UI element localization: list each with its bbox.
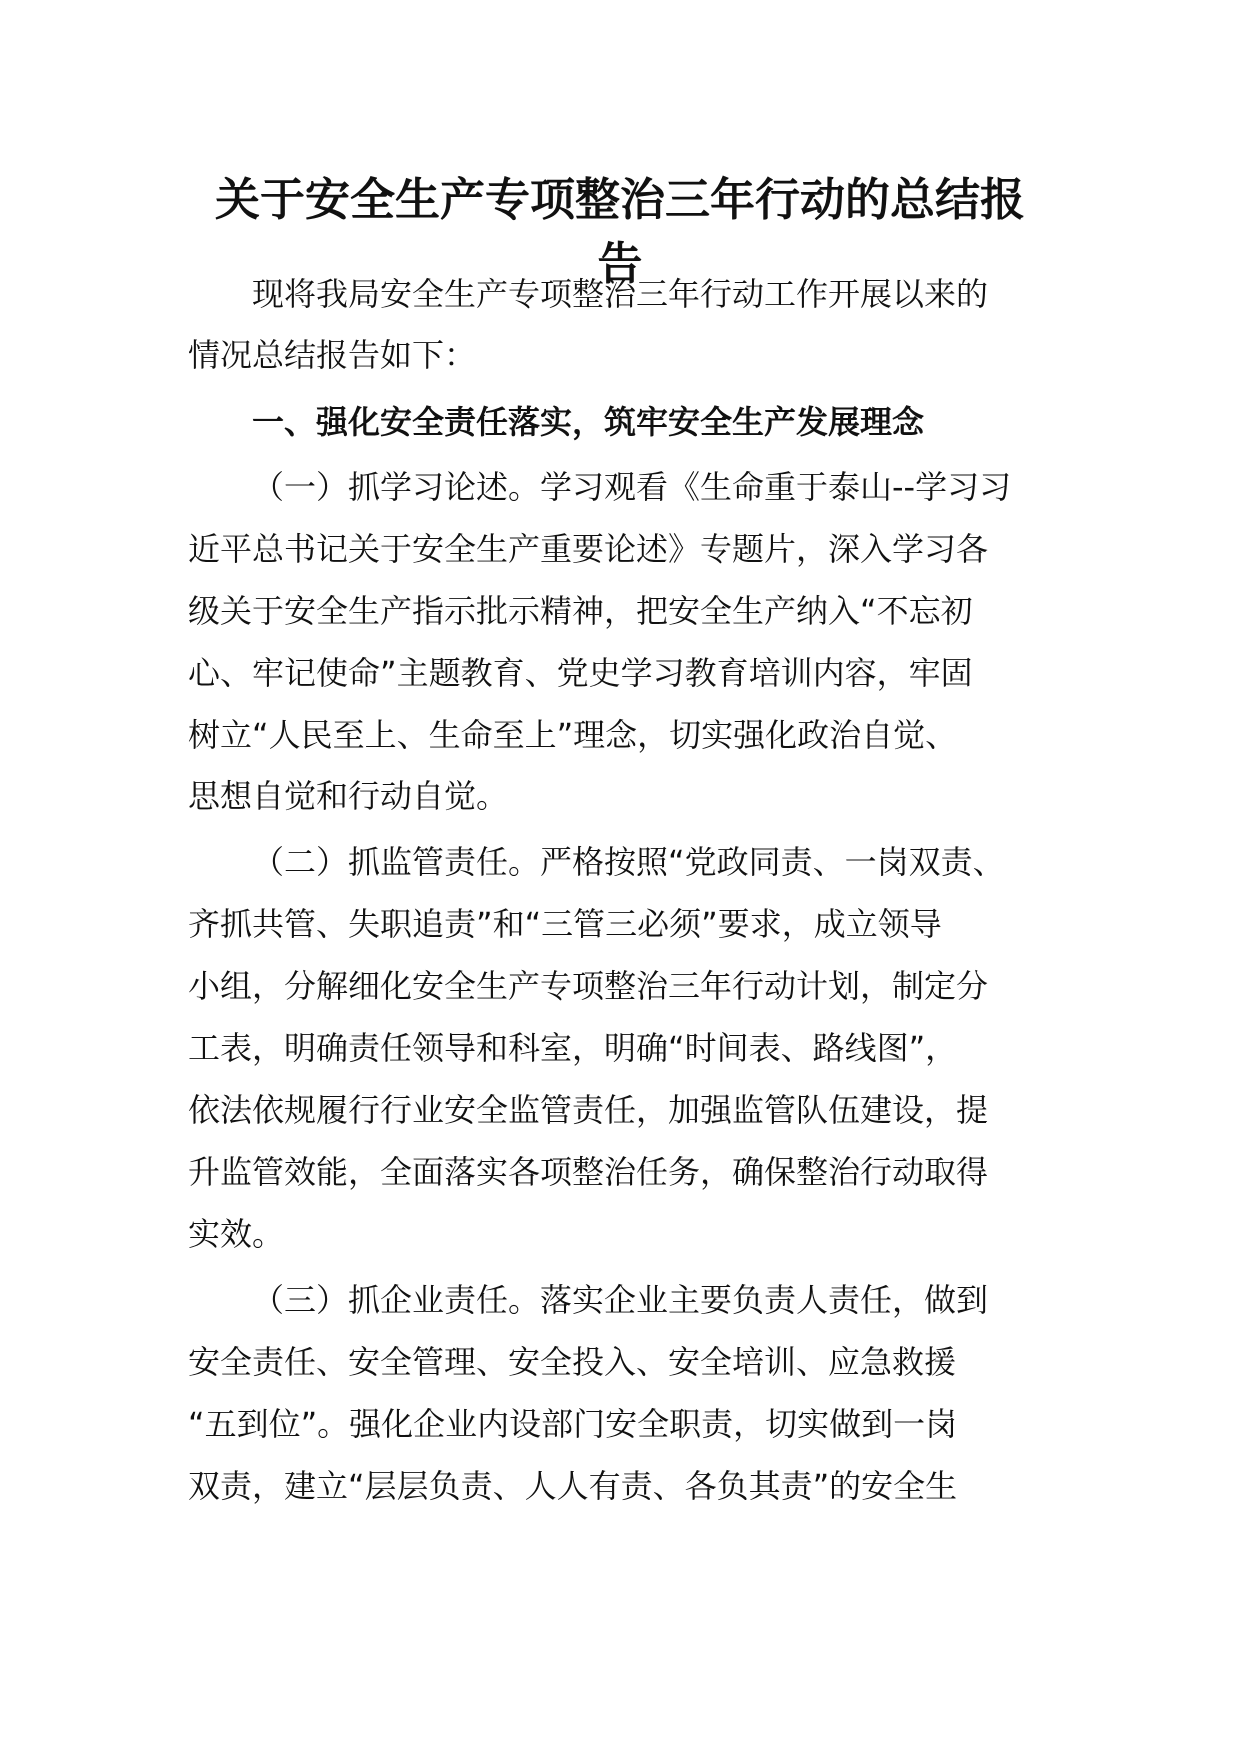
paragraph-2-line-2: 齐抓共管、失职追责”和“三管三必须”要求，成立领导 <box>188 905 942 943</box>
paragraph-3-line-1: （三）抓企业责任。落实企业主要负责人责任，做到 <box>252 1281 989 1319</box>
paragraph-1-line-1: （一）抓学习论述。学习观看《生命重于泰山--学习习 <box>252 468 1012 506</box>
paragraph-1-line-2: 近平总书记关于安全生产重要论述》专题片，深入学习各 <box>188 530 989 568</box>
paragraph-1-line-5: 树立“人民至上、生命至上”理念，切实强化政治自觉、 <box>188 716 958 754</box>
paragraph-intro-line-2: 情况总结报告如下： <box>188 336 477 374</box>
document-title-line-2: 告 <box>597 237 643 290</box>
document-title-line-1: 关于安全生产专项整治三年行动的总结报 <box>214 173 1025 226</box>
paragraph-2-line-3: 小组，分解细化安全生产专项整治三年行动计划，制定分 <box>188 967 989 1005</box>
paragraph-1-line-4: 心、牢记使命”主题教育、党史学习教育培训内容，牢固 <box>188 654 973 692</box>
paragraph-2-line-1: （二）抓监管责任。严格按照“党政同责、一岗双责、 <box>252 843 1005 881</box>
paragraph-3-line-3: “五到位”。强化企业内设部门安全职责，切实做到一岗 <box>188 1405 958 1443</box>
paragraph-3-line-2: 安全责任、安全管理、安全投入、安全培训、应急救援 <box>188 1343 957 1381</box>
paragraph-1-line-3: 级关于安全生产指示批示精神，把安全生产纳入“不忘初 <box>188 592 973 630</box>
paragraph-2-line-6: 升监管效能，全面落实各项整治任务，确保整治行动取得 <box>188 1153 989 1191</box>
paragraph-2-line-4: 工表，明确责任领导和科室，明确“时间表、路线图”， <box>188 1029 958 1067</box>
paragraph-1-line-6: 思想自觉和行动自觉。 <box>188 777 509 815</box>
paragraph-2-line-5: 依法依规履行行业安全监管责任，加强监管队伍建设，提 <box>188 1091 989 1129</box>
section-heading-1: 一、强化安全责任落实，筑牢安全生产发展理念 <box>252 403 925 441</box>
paragraph-2-line-7: 实效。 <box>188 1215 285 1253</box>
paragraph-3-line-4: 双责，建立“层层负责、人人有责、各负其责”的安全生 <box>188 1467 958 1505</box>
paragraph-intro-line-1: 现将我局安全生产专项整治三年行动工作开展以来的 <box>252 275 989 313</box>
